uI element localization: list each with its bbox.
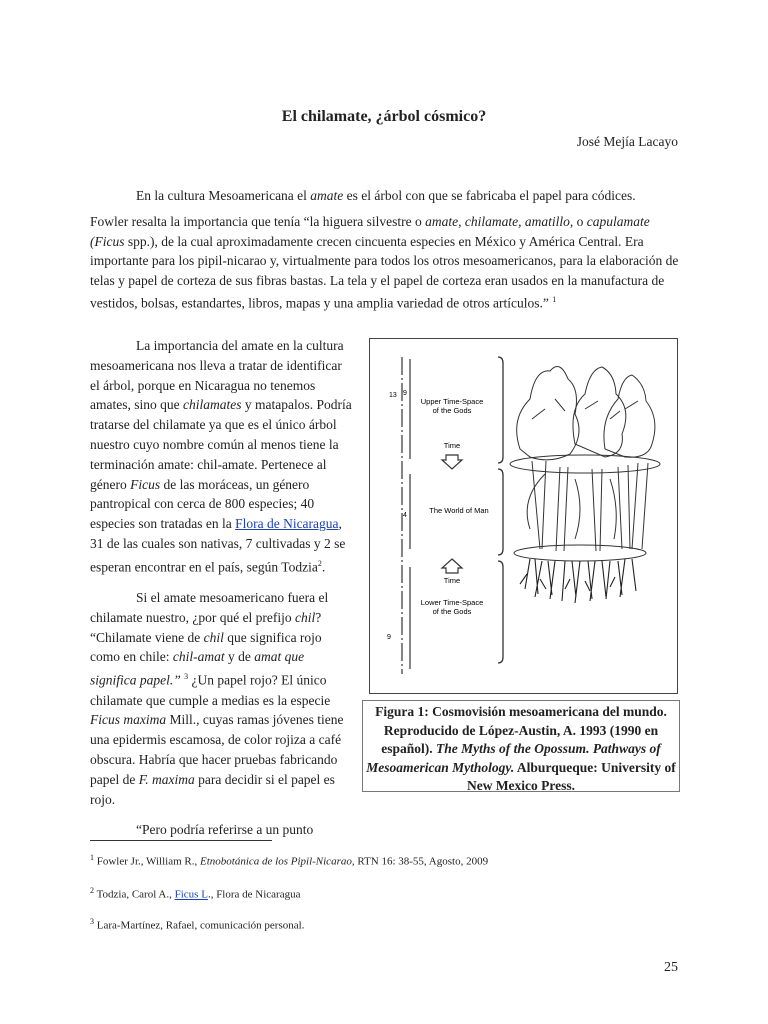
footnote-2: $^2$ Todzia, Carol A., Ficus L., Flora de Nicaragua <box>90 886 301 901</box>
fowler-paragraph: Fowler resalta la importancia que tenía “la higuera silvestre o amate, chilamate, amatillo, o capulamate (Ficus spp.), de la cual aproximadamente crecen cincuenta especies en México y América Central. Era importante para los pipil-nicarao y, virtualmente para todos los otros mesoamericanos, para la elaboración de telas y papel de corteza de sus fibras bastas. La tela y el papel de corteza eran usados en la manufactura de vestidos, bolsas, estandartes, libros, mapas y una amplia variedad de otros artículos.” $^1$ <box>90 214 679 311</box>
lower-gods-label: of the Gods <box>432 607 472 616</box>
arrow-down-icon <box>442 455 462 469</box>
upper-gods-label: of the Gods <box>432 406 472 415</box>
footnote-1: $^1$ Fowler Jr., William R., Etnobotánica de los Pipil-Nicarao, RTN 16: 38-55, Agosto, 2009 <box>90 853 489 868</box>
amate-paragraph: La importancia del amate en la cultura mesoamericana nos lleva a tratar de identificar el árbol, porque en Nicaragua no tenemos amates, sino que chilamates y matapalos. Podría tratarse del chilamate ya que es el único árbol nuestro cuyo nombre común al menos tiene la terminación amate: chil-amate. Pertenece al género Ficus de las moráceas, un género pantropical con cerca de 800 especies; 40 especies son tratadas en la Flora de Nicaragua, 31 de las cuales son nativas, 7 cultivadas y 2 se esperan encontrar en el país, según Todzia$^2$. <box>90 338 352 575</box>
level-9-lower-label: 9 <box>387 634 391 641</box>
author-name: José Mejía Lacayo <box>576 134 678 149</box>
continuation-paragraph: “Pero podría referirse a un punto <box>136 822 314 838</box>
figure-caption: Figura 1: Cosmovisión mesoamericana del mundo. Reproducido de López-Austin, A. 1993 (1990 en español). The Myths of the Opossum. Pathways of Mesoamerican Mythology. Alburqueque: University of New Mexico Press. <box>362 700 680 792</box>
time-label-upper: Time <box>443 441 461 450</box>
tree-drawing <box>510 367 660 604</box>
page-number: 25 <box>664 960 678 975</box>
time-label-lower: Time <box>443 576 461 585</box>
intro-paragraph: En la cultura Mesoamericana el amate es el árbol con que se fabricaba el papel para códices. <box>136 188 636 203</box>
footnote-ref-3: 3 <box>184 672 189 682</box>
world-of-man-label: The World of Man <box>429 506 489 515</box>
footnote-divider <box>90 840 272 841</box>
flora-nicaragua-link[interactable]: Flora de Nicaragua <box>235 516 339 532</box>
footnote-3: $^3$ Lara-Martínez, Rafael, comunicación personal. <box>90 917 305 932</box>
footnote-ref-2: 2 <box>317 558 322 568</box>
upper-time-space-label: Upper Time-Space <box>420 397 484 406</box>
text-column <box>90 336 352 851</box>
level-4-label: 4 <box>403 512 407 519</box>
level-9-upper-label: 9 <box>403 390 407 397</box>
ficus-link[interactable]: Ficus L <box>174 888 208 901</box>
page-title: El chilamate, ¿árbol cósmico? <box>281 108 487 125</box>
cosmovision-illustration <box>370 339 677 693</box>
lower-time-space-label: Lower Time-Space <box>420 598 484 607</box>
arrow-up-icon <box>442 559 462 573</box>
footnote-ref-1: 1 <box>552 295 557 305</box>
cosmovision-figure <box>369 338 678 694</box>
level-13-label: 13 <box>389 392 397 399</box>
chil-paragraph: Si el amate mesoamericano fuera el chilamate nuestro, ¿por qué el prefijo chil? “Chilamate viene de chil que significa rojo como en chile: chil-amat y de amat que significa papel.” $^3$ ¿Un papel rojo? El único chilamate que cumple a medias es la especie Ficus maxima Mill., cuyas ramas jóvenes tiene una epidermis escamosa, de color rojiza a café obscura. Habría que hacer pruebas fabricando papel de F. maxima para decidir si el papel es rojo. <box>90 590 344 807</box>
